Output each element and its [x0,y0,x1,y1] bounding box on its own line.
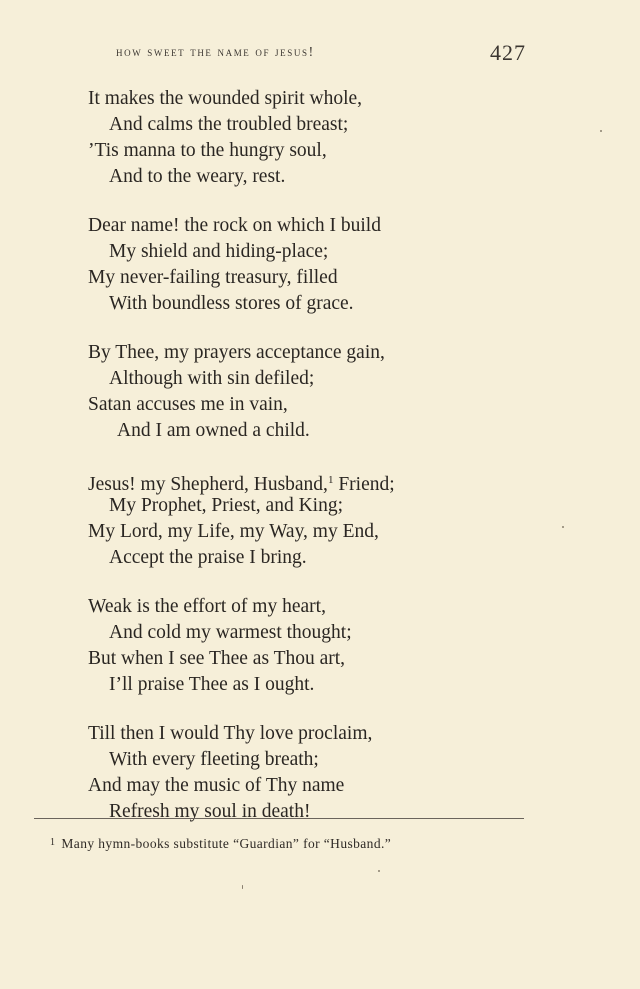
poem-line: And may the music of Thy name [88,775,345,796]
footnote-divider [34,818,524,819]
paper-speck [242,885,243,889]
poem-line: By Thee, my prayers acceptance gain, [88,342,385,363]
page-number: 427 [490,40,526,65]
running-title: how sweet the name of jesus! [116,44,315,59]
poem-line: Refresh my soul in death! [109,801,311,822]
poem-line [88,467,508,493]
stanza-4 [88,467,508,571]
poem-line: My shield and hiding-place; [109,241,329,262]
poem-line: My Prophet, Priest, and King; [109,495,343,516]
poem-line: And cold my warmest thought; [109,622,352,643]
poem-line-text: Friend; [333,474,395,495]
poem-line: My Lord, my Life, my Way, my End, [88,521,379,542]
stanza-3 [88,340,508,444]
footnote-marker: 1 [50,837,56,848]
footnote-reference: 1 [327,474,334,486]
footnote-text: Many hymn-books substitute “Guardian” for “Husband.” [61,836,392,851]
poem-line: Satan accuses me in vain, [88,394,288,415]
poem-line-text: Jesus! my Shepherd, Husband, [88,474,328,495]
poem-line: Accept the praise I bring. [109,547,307,568]
poem-line: Dear name! the rock on which I build [88,215,381,236]
poem-line: And calms the troubled breast; [109,114,349,135]
poem-line: With every fleeting breath; [109,749,319,770]
poem-line: Till then I would Thy love proclaim, [88,723,373,744]
poem-line: With boundless stores of grace. [109,293,354,314]
poem-line: It makes the wounded spirit whole, [88,88,363,109]
poem-line: Although with sin defiled; [109,368,315,389]
paper-speck [562,526,564,528]
footnote [50,836,391,852]
stanza-2 [88,213,508,317]
stanza-1 [88,86,508,190]
poem-line: And I am owned a child. [117,420,310,441]
poem-line: ’Tis manna to the hungry soul, [88,140,327,161]
poem-line: My never-failing treasury, filled [88,267,338,288]
poem [88,86,508,848]
paper-speck [378,870,380,872]
poem-line: But when I see Thee as Thou art, [88,648,346,669]
poem-line: I’ll praise Thee as I ought. [109,674,315,695]
poem-line: And to the weary, rest. [109,166,286,187]
paper-speck [600,130,602,132]
poem-line: Weak is the effort of my heart, [88,596,326,617]
page-header [0,40,640,74]
stanza-6 [88,721,508,825]
stanza-5 [88,594,508,698]
